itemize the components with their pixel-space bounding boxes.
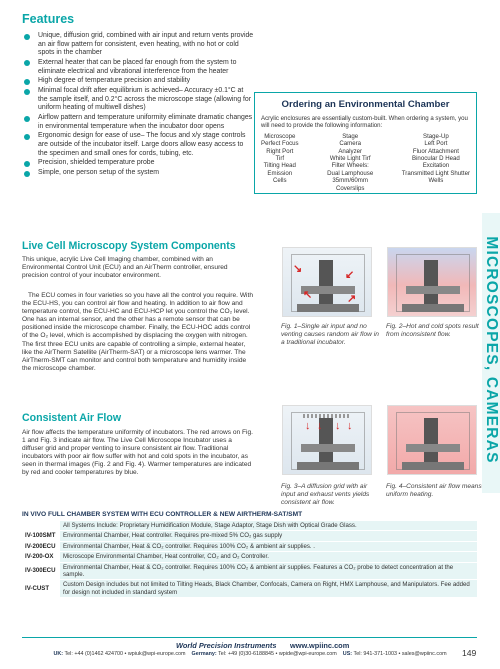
product-description: Microscope Environmental Chamber, Heat controller, CO₂ and O₂ Controller.	[60, 552, 477, 562]
product-code: IV-200-OX	[22, 552, 60, 562]
table-row	[22, 531, 477, 541]
feature-text: Unique, diffusion grid, combined with air input and return vents provide an air flow pattern for consistent, even heating, with no hot or cold spots in the chamber	[38, 32, 254, 57]
product-code: IV-CUST	[22, 580, 60, 598]
footer-us-contact: Tel: 941-371-1003 • sales@wpiinc.com	[353, 651, 447, 657]
product-code	[22, 521, 60, 531]
ordering-box	[254, 92, 477, 194]
ordering-item: Stage	[342, 132, 359, 140]
feature-text: High degree of temperature precision and stability	[38, 77, 191, 85]
feature-text: External heater that can be placed far enough from the system to eliminate electrical and vibrational interference from the heater	[38, 58, 237, 75]
figure-1-caption: Fig. 1–Single air input and no venting causes random air flow in a traditional incubator.	[281, 323, 379, 346]
ordering-item: Right Port	[266, 147, 294, 155]
product-code: IV-300ECU	[22, 562, 60, 580]
product-table-heading: IN VIVO FULL CHAMBER SYSTEM WITH ECU CONTROLLER & NEW AIRTHERM-SAT/SMT	[22, 511, 303, 518]
product-code: IV-100SMT	[22, 531, 60, 541]
ordering-item: Transmitted Light Shutter	[401, 169, 470, 177]
ordering-item: Emission	[267, 169, 293, 177]
base-shape	[297, 462, 359, 470]
ordering-heading: Ordering an Environmental Chamber	[281, 99, 450, 110]
ordering-item: Microscope	[264, 132, 296, 140]
feature-text: Airflow pattern and temperature uniformity eliminate dramatic changes in environmental temperature when the incubator door opens	[38, 114, 253, 130]
airflow-arrow-icon: ↓	[317, 420, 323, 432]
microscope-shape	[424, 418, 438, 462]
feature-item	[22, 77, 254, 86]
microscope-shape	[319, 260, 333, 304]
product-description: Environmental Chamber, Heat controller. Requires pre-mixed 5% CO₂ gas supply	[60, 531, 477, 541]
figure-3-caption: Fig. 3–A diffusion grid with air input and exhaust vents yields consistent air flow.	[281, 483, 370, 506]
page-number: 149	[462, 648, 477, 658]
footer-divider	[22, 637, 477, 638]
product-code: IV-200ECU	[22, 541, 60, 551]
features-heading: Features	[22, 12, 75, 26]
airflow-arrow-icon: ↖	[303, 289, 313, 301]
ordering-item: White Light Tirf	[329, 155, 371, 163]
figure-4-image	[387, 405, 477, 475]
figure-1-image	[282, 247, 372, 317]
feature-item	[22, 169, 254, 178]
product-description: Environmental Chamber, Heat & CO₂ controller. Requires 100% CO₂ & ambient air supplies. Features a CO₂ probe to detect concentration at the sample.	[60, 562, 477, 580]
feature-text: Precision, shielded temperature probe	[38, 159, 155, 167]
section-tab-label: MICROSCOPES, CAMERAS	[483, 236, 500, 464]
live-cell-paragraph-2: The ECU comes in four varieties so you have all the control you require. With the ECU-HS, you can control air flow and heating. In addition to air flow and temperature control, the ECU-HC and ECU-HCP let you control the CO₂ level. One has an internal sensor, and the other has a remote sensor that can be positioned inside the microscope chamber. Finally, the ECU-HOC adds control of the O₂ level, which is accomplished by displacing the oxygen with nitrogen. The first three ECU units are capable of controlling a simple, external heater, like the AirTherm Satellite (AirTherm-SAT) or a microscope lens warmer. The AirTherm-SMT can monitor and control both temperature and humidity inside the microscope chamber.	[22, 292, 254, 372]
footer-de-label: Germany:	[191, 651, 217, 657]
stage-shape	[406, 444, 460, 452]
ordering-item: Tilting Head	[263, 162, 296, 170]
airflow-arrow-icon: ↘	[293, 263, 303, 275]
airflow-arrow-icon: ↓	[335, 420, 341, 432]
figure-3-image	[282, 405, 372, 475]
feature-text: Simple, one person setup of the system	[38, 169, 160, 177]
bullet-icon	[24, 79, 30, 85]
footer-website-link[interactable]: www.wpiinc.com	[290, 641, 350, 650]
ordering-item: Wells	[428, 177, 444, 185]
footer-brand: World Precision Instruments	[176, 641, 277, 650]
feature-text: Minimal focal drift after equilibrium is achieved– Accuracy ±0.1°C at the sample itself, and 0.2°C across the microscope stage (allowing for uniform heating of multiwell dishes)	[38, 87, 252, 112]
stage-shape	[406, 286, 460, 294]
ordering-column-2	[327, 133, 373, 192]
base-shape	[402, 304, 464, 312]
ordering-item: Cells	[273, 177, 287, 185]
airflow-arrow-icon: ↗	[347, 293, 357, 305]
ordering-item: Tirf	[275, 155, 285, 163]
product-description: Environmental Chamber, Heat & CO₂ controller. Requires 100% CO₂ & ambient air supplies. .	[60, 541, 477, 551]
product-description: All Systems Include: Proprietary Humidification Module, Stage Adaptor, Stage Dish with Optical Grade Glass.	[60, 521, 477, 531]
ordering-item: Analyzer	[338, 147, 363, 155]
ordering-item: Camera	[339, 140, 362, 148]
ordering-item: Binocular D Head	[412, 155, 460, 163]
airflow-arrow-icon: ↓	[347, 420, 353, 432]
footer-contacts	[0, 651, 500, 657]
ordering-item: Stage-Up	[423, 132, 449, 140]
airflow-arrow-icon: ↓	[305, 420, 311, 432]
table-row	[22, 580, 477, 598]
product-table	[22, 521, 477, 598]
features-list	[22, 32, 254, 179]
air-flow-heading: Consistent Air Flow	[22, 412, 122, 424]
ordering-column-1	[261, 133, 299, 192]
table-row	[22, 541, 477, 551]
feature-item	[22, 87, 254, 113]
table-row	[22, 521, 477, 531]
bullet-icon	[24, 60, 30, 66]
live-cell-heading: Live Cell Microscopy System Components	[22, 240, 236, 252]
figure-2-image	[387, 247, 477, 317]
ordering-columns	[261, 133, 470, 192]
ordering-item: Coverslips	[335, 184, 365, 192]
feature-item	[22, 114, 254, 131]
stage-shape	[301, 444, 355, 452]
bullet-icon	[24, 89, 30, 95]
ordering-intro: Acrylic enclosures are essentially custom-built. When ordering a system, you will need to provide the following information:	[261, 115, 468, 130]
footer-de-contact: Tel: +49 (0)30-6188845 • wpide@wpi-europe.com	[218, 651, 337, 657]
feature-item	[22, 59, 254, 76]
table-row	[22, 562, 477, 580]
feature-item	[22, 132, 254, 158]
bullet-icon	[24, 134, 30, 140]
ordering-item: Excitation	[422, 162, 450, 170]
bullet-icon	[24, 116, 30, 122]
base-shape	[297, 304, 359, 312]
ordering-item: Dual Lamphouse	[327, 169, 374, 177]
ordering-column-3	[402, 133, 470, 192]
feature-item	[22, 32, 254, 58]
ordering-item: Filter Wheels:	[331, 162, 369, 170]
figure-2-caption: Fig. 2–Hot and cold spots result from inconsistent flow.	[386, 323, 479, 338]
product-description: Custom Design includes but not limited to Tilting Heads, Black Chamber, Confocals, Camera on Right, HMX Lamphouse, and Manipulators. Fee added for design not included in standard system	[60, 580, 477, 598]
air-flow-paragraph: Air flow affects the temperature uniformity of incubators. The red arrows on Fig. 1 and Fig. 3 indicate air flow. The Live Cell Microscope Incubator uses a diffuser grid and proper venting to insure consistent air flow. Traditional incubators with poor air flow suffer with hot and cold spots in the incubator, as seen in thermal images (Fig. 2 and Fig. 4). Warmer temperatures are indicated by red and cooler temperatures by blue.	[22, 429, 254, 477]
bullet-icon	[24, 34, 30, 40]
ordering-item: 35mm/60mm	[332, 177, 368, 185]
ordering-item: Perfect Focus	[261, 140, 299, 148]
footer-uk-contact: Tel: +44 (0)1462 424700 • wpiuk@wpi-europe.com	[64, 651, 186, 657]
ordering-item: Fluor Attachment	[412, 147, 459, 155]
feature-text: Ergonomic design for ease of use– The focus and x/y stage controls are outside of the incubator itself. Large doors allow easy access to the specimen and small ones for cords, tubing, etc.	[38, 132, 246, 157]
footer-uk-label: UK:	[53, 651, 64, 657]
bullet-icon	[24, 161, 30, 167]
live-cell-paragraph-1: This unique, acrylic Live Cell Imaging chamber, combined with an Environmental Control Unit (ECU) and an AirTherm controller, ensured precision control of your incubator environment.	[22, 256, 228, 280]
base-shape	[402, 462, 464, 470]
footer-us-label: US:	[342, 651, 353, 657]
figure-4-caption: Fig. 4–Consistent air flow means uniform heating.	[386, 483, 482, 498]
bullet-icon	[24, 171, 30, 177]
microscope-shape	[424, 260, 438, 304]
table-row	[22, 552, 477, 562]
airflow-arrow-icon: ↙	[345, 269, 355, 281]
feature-item	[22, 159, 254, 168]
ordering-item: Left Port	[424, 140, 448, 148]
